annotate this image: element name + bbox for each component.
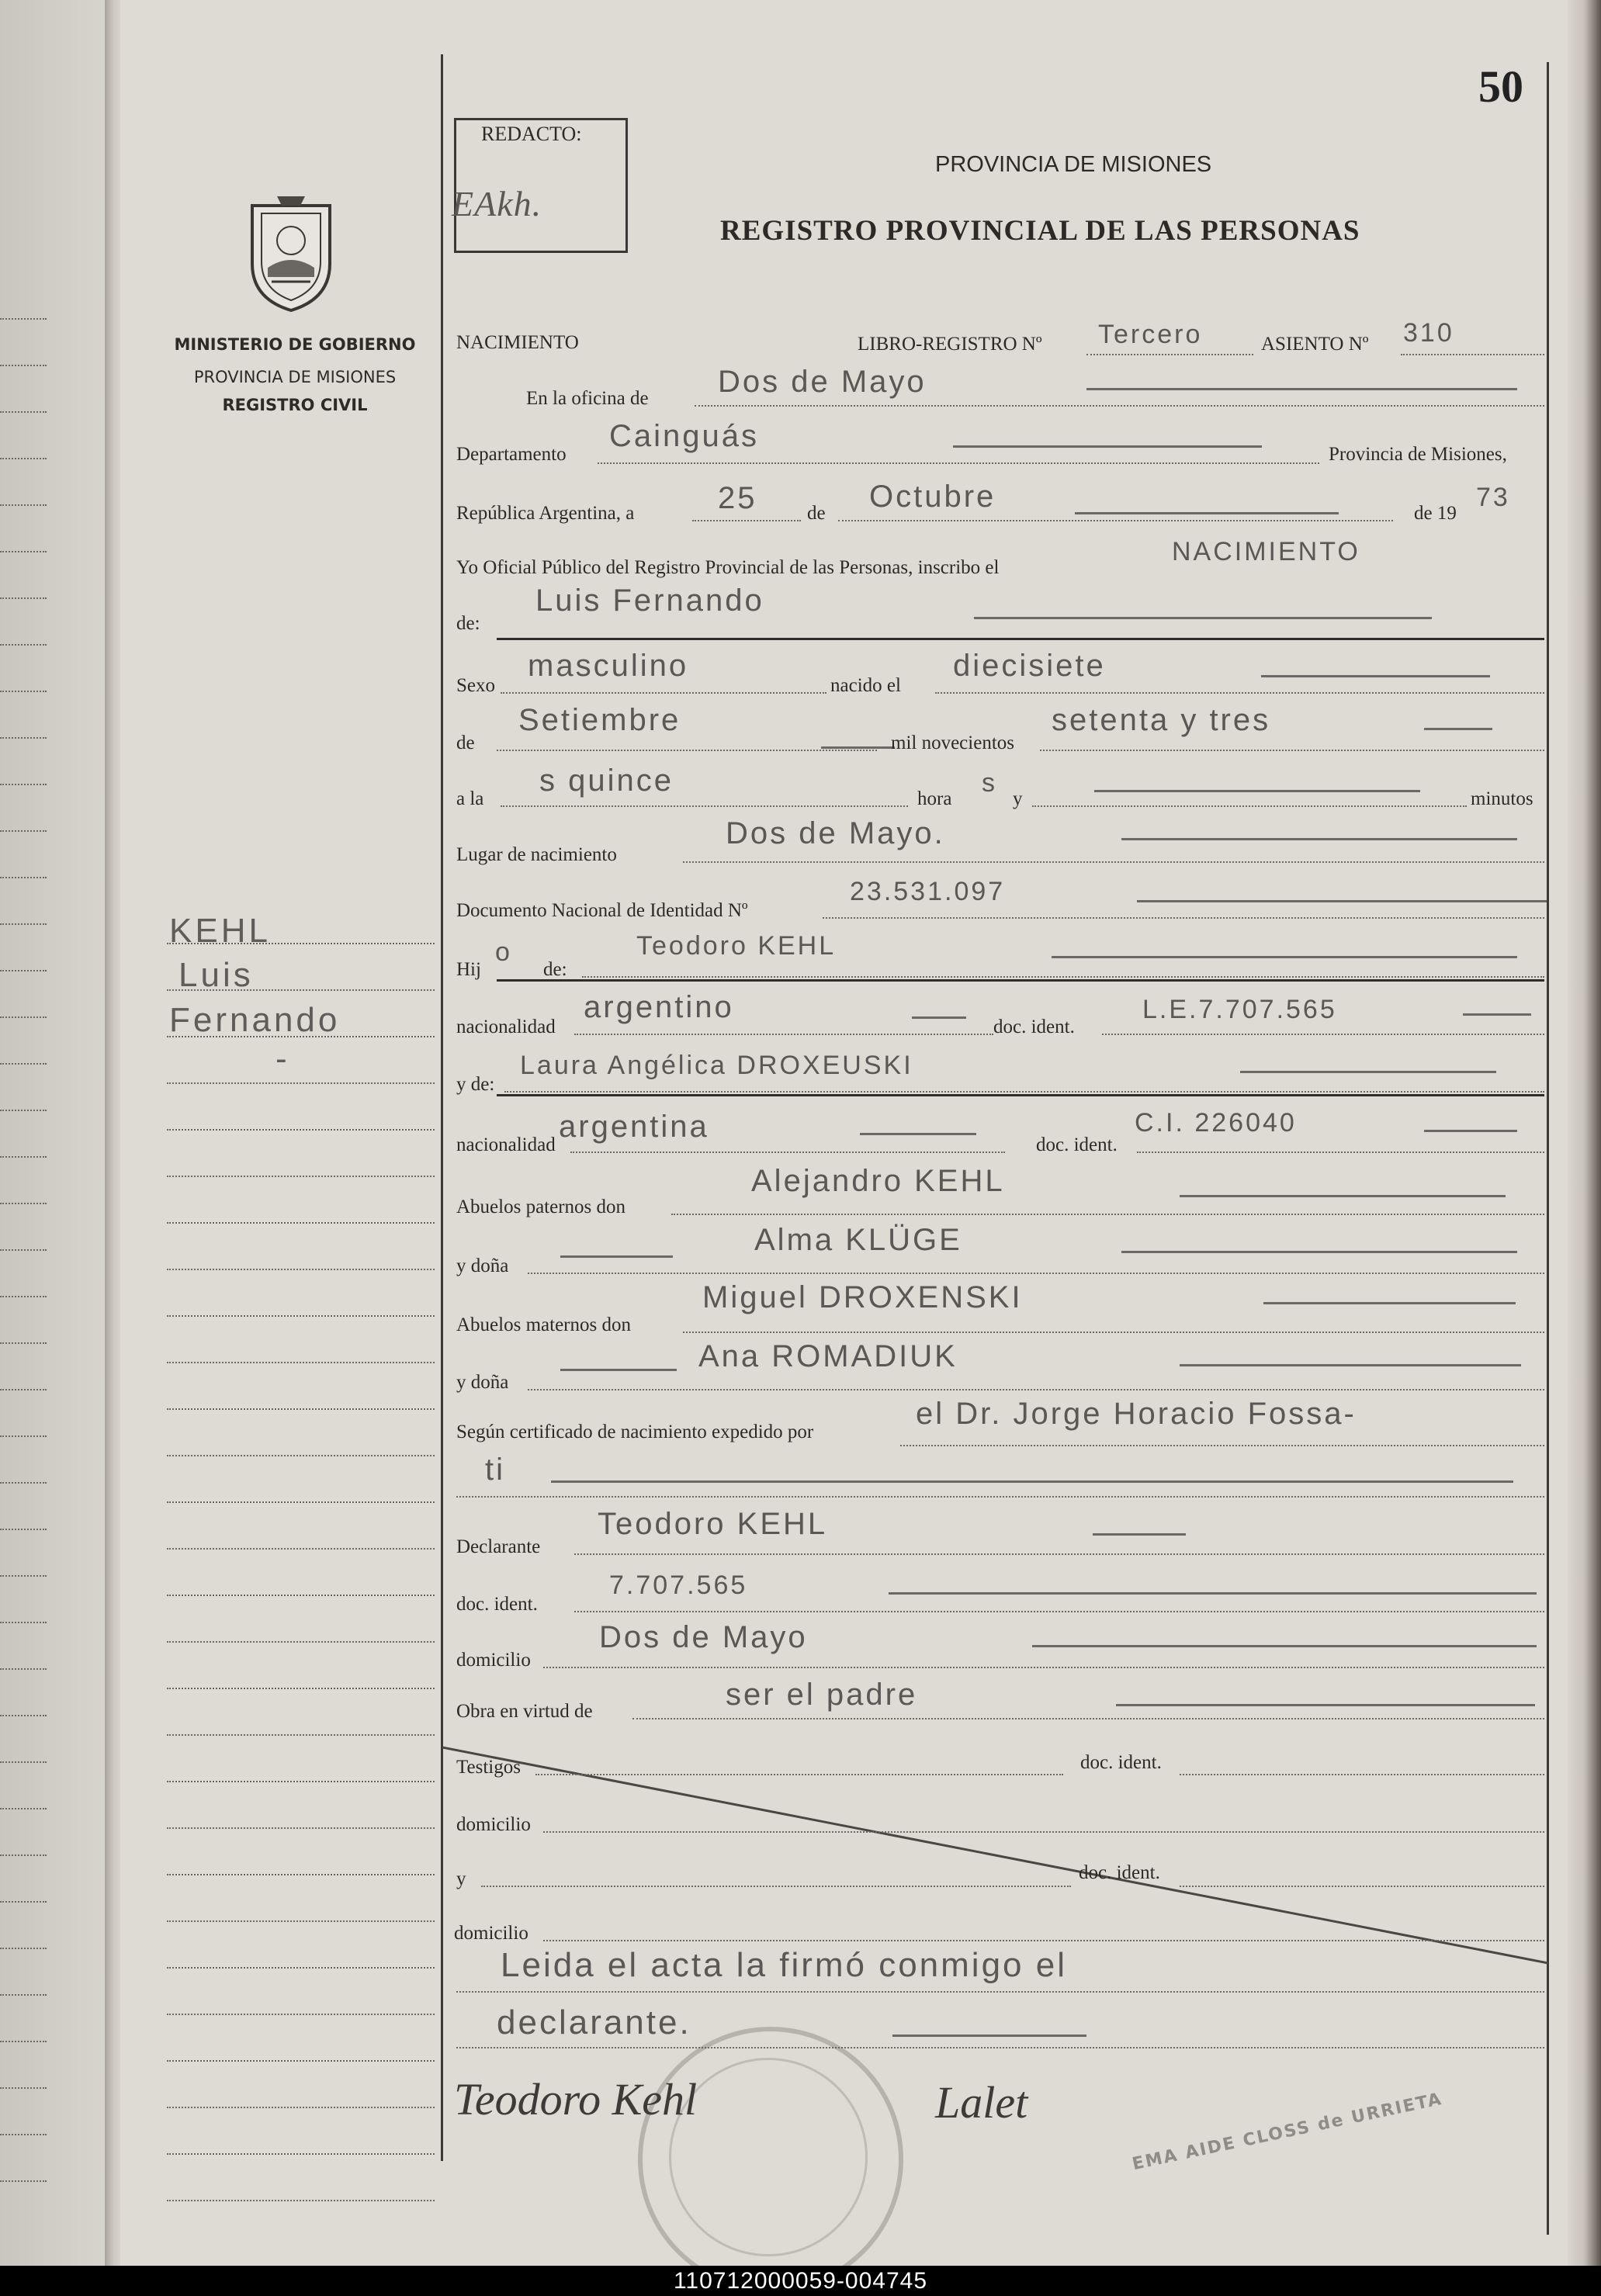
anio-nac-value: setenta y tres	[1052, 703, 1271, 737]
domicilio3-label: domicilio	[454, 1923, 528, 1944]
left-page	[0, 0, 113, 2266]
sexo-value: masculino	[528, 649, 689, 683]
book-gutter	[105, 0, 120, 2266]
minutos-label: minutos	[1471, 788, 1533, 809]
declarante-value: Teodoro KEHL	[598, 1507, 828, 1541]
nac-madre-value: argentina	[559, 1110, 709, 1144]
province-seal-icon	[237, 190, 345, 314]
doc-test2-label: doc. ident.	[1079, 1862, 1160, 1883]
obra-value: ser el padre	[726, 1678, 918, 1712]
page-edge	[1568, 0, 1601, 2266]
nacido-label: nacido el	[830, 675, 901, 696]
madre-value: Laura Angélica DROXEUSKI	[520, 1051, 913, 1080]
nacionalidad-label: nacionalidad	[456, 1016, 556, 1037]
hijo-suffix: o	[495, 937, 512, 967]
anio-value: 73	[1476, 483, 1510, 512]
dia-value: 25	[718, 481, 757, 515]
domicilio-label: domicilio	[456, 1650, 531, 1671]
ministry-line-1: MINISTERIO DE GOBIERNO	[174, 335, 416, 354]
official-stamp-inner	[669, 2058, 868, 2256]
certificado-value: el Dr. Jorge Horacio Fossa-	[916, 1397, 1357, 1431]
certificado-cont: ti	[485, 1453, 505, 1487]
departamento-label: Departamento	[456, 444, 567, 465]
padre-value: Teodoro KEHL	[636, 931, 837, 961]
nac-padre-value: argentino	[584, 990, 734, 1024]
testigos-label: Testigos	[456, 1757, 521, 1778]
mil-label: mil novecientos	[891, 732, 1014, 753]
margin-name-2: Fernando	[169, 1001, 341, 1039]
footer-id-bar: 110712000059-004745	[0, 2266, 1601, 2296]
hora-y-value: s	[982, 768, 997, 798]
nacionalidad2-label: nacionalidad	[456, 1134, 556, 1155]
hora-label: hora	[917, 788, 952, 809]
abuela-mat-value: Ana ROMADIUK	[698, 1339, 958, 1373]
cierre-line-2: declarante.	[497, 2003, 691, 2041]
y2-label: y	[456, 1868, 466, 1889]
abuelos-mat-label: Abuelos maternos don	[456, 1314, 631, 1335]
lugar-value: Dos de Mayo.	[726, 816, 945, 850]
mes-nac-value: Setiembre	[518, 703, 681, 737]
ministry-line-2: PROVINCIA DE MISIONES	[193, 368, 397, 386]
abuela-pat-value: Alma KLÜGE	[754, 1223, 962, 1257]
doc-decl-label: doc. ident.	[456, 1594, 538, 1615]
sexo-label: Sexo	[456, 675, 495, 696]
y-label: y	[1013, 788, 1023, 809]
hora-value: s quince	[539, 764, 674, 798]
y-dona2-label: y doña	[456, 1372, 509, 1393]
abuelos-pat-label: Abuelos paternos don	[456, 1196, 626, 1217]
margin-surname: KEHL	[169, 912, 271, 950]
ministry-line-3: REGISTRO CIVIL	[222, 396, 368, 414]
de-label: de	[807, 503, 826, 524]
doc-ident2-label: doc. ident.	[1036, 1134, 1118, 1155]
registry-title: REGISTRO PROVINCIAL DE LAS PERSONAS	[720, 215, 1360, 247]
alas-label: a la	[456, 788, 484, 809]
obra-label: Obra en virtud de	[456, 1701, 593, 1722]
libro-value: Tercero	[1098, 320, 1203, 349]
oficina-label: En la oficina de	[526, 388, 649, 409]
oficial-signature: Lalet	[935, 2077, 1028, 2128]
cancellation-line	[442, 1738, 1548, 1971]
doc-madre-value: C.I. 226040	[1135, 1108, 1297, 1138]
de-colon-label: de:	[456, 613, 480, 634]
departamento-value: Cainguás	[609, 419, 760, 453]
asiento-label: ASIENTO Nº	[1261, 334, 1369, 355]
abuelo-pat-value: Alejandro KEHL	[751, 1164, 1005, 1198]
provincia-label: Provincia de Misiones,	[1329, 444, 1507, 465]
oficial-stamp-text: EMA AIDE CLOSS de URRIETA	[1130, 2089, 1444, 2175]
oficina-value: Dos de Mayo	[718, 365, 927, 399]
abuelo-mat-value: Miguel DROXENSKI	[702, 1280, 1023, 1314]
libro-label: LIBRO-REGISTRO Nº	[858, 334, 1042, 355]
y-de-label: y de:	[456, 1074, 495, 1095]
hijo-label: Hij	[456, 959, 481, 980]
dni-value: 23.531.097	[850, 877, 1006, 906]
doc-test1-label: doc. ident.	[1080, 1752, 1162, 1773]
certificado-label: Según certificado de nacimiento expedido por	[456, 1422, 814, 1442]
domicilio2-label: domicilio	[456, 1814, 531, 1835]
hijo-de-label: de:	[543, 959, 567, 980]
declarante-label: Declarante	[456, 1536, 541, 1557]
mes-value: Octubre	[869, 480, 996, 514]
inscribo-value: NACIMIENTO	[1172, 537, 1360, 566]
doc-padre-value: L.E.7.707.565	[1142, 995, 1337, 1024]
asiento-value: 310	[1403, 318, 1454, 348]
nombre-value: Luis Fernando	[535, 584, 764, 618]
domicilio-value: Dos de Mayo	[599, 1620, 808, 1654]
doc-decl-value: 7.707.565	[609, 1570, 748, 1600]
republica-label: República Argentina, a	[456, 503, 635, 524]
anio-label: de 19	[1414, 503, 1457, 524]
lugar-label: Lugar de nacimiento	[456, 844, 617, 865]
dni-label: Documento Nacional de Identidad Nº	[456, 900, 748, 921]
doc-ident-label: doc. ident.	[993, 1016, 1075, 1037]
margin-name-1: Luis	[178, 956, 254, 994]
redacto-label: REDACTO:	[481, 123, 582, 145]
act-type-label: NACIMIENTO	[456, 332, 579, 353]
page-number: 50	[1478, 61, 1523, 112]
redacto-initials: EAkh.	[452, 184, 542, 223]
y-dona-label: y doña	[456, 1255, 509, 1276]
nacido-value: diecisiete	[953, 649, 1106, 683]
declarante-signature: Teodoro Kehl	[454, 2074, 698, 2125]
province-header: PROVINCIA DE MISIONES	[935, 152, 1212, 177]
cierre-line-1: Leida el acta la firmó conmigo el	[501, 1946, 1067, 1984]
inscribo-label: Yo Oficial Público del Registro Provincial de las Personas, inscribo el	[456, 557, 1000, 578]
de2-label: de	[456, 732, 475, 753]
margin-dash: -	[275, 1040, 290, 1078]
